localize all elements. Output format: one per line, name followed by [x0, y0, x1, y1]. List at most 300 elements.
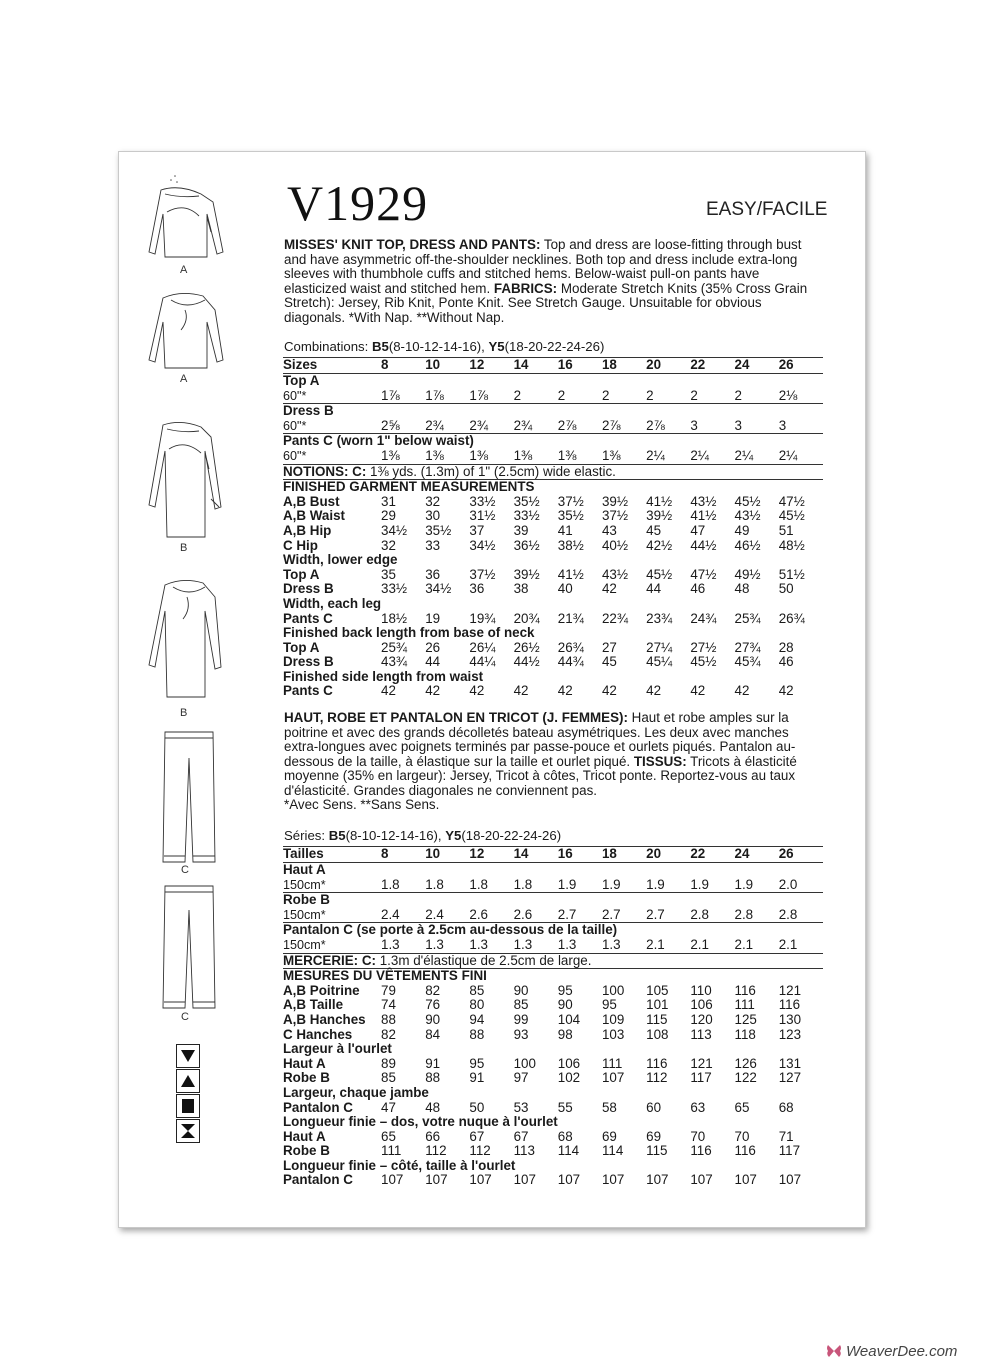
measurement-cell: 113 — [690, 1026, 712, 1042]
measurement-cell: 115 — [646, 1011, 668, 1027]
measurement-cell: 82 — [425, 982, 441, 998]
yardage-cell: 2⅞ — [601, 417, 621, 433]
measurement-cell: 20¾ — [513, 610, 540, 626]
pants-c-back-sketch — [159, 882, 219, 1014]
measurement-cell: 95 — [601, 997, 617, 1013]
measurement-cell: 69 — [601, 1128, 617, 1144]
sketch-label-b1: B — [180, 542, 188, 554]
measurement-row — [283, 539, 823, 554]
sizes-label: Tailles — [283, 847, 381, 863]
top-a-back-sketch — [141, 280, 231, 375]
measurement-subhead: Largeur à l'ourlet — [283, 1041, 392, 1057]
yardage-cell: 1.3 — [513, 936, 533, 952]
yardage-view-label: Haut A — [283, 862, 326, 877]
yardage-view-label: Robe B — [283, 893, 823, 908]
yardage-cell: 1.3 — [425, 936, 444, 952]
yardage-cell: 2.6 — [513, 906, 533, 922]
yardage-view-row — [283, 434, 823, 449]
measurement-cell: 95 — [557, 982, 573, 998]
yardage-view-label: Pantalon C (se porte à 2.5cm au-dessous de la taille) — [283, 923, 823, 938]
description-en — [284, 238, 824, 325]
measurement-cell: 50 — [469, 1099, 485, 1115]
measurement-cell: 69 — [646, 1128, 662, 1144]
yardage-cell: 1.8 — [513, 876, 533, 892]
measurement-cell: 26¾ — [557, 639, 584, 655]
measurement-cell: 53 — [513, 1099, 529, 1115]
technical-drawings — [119, 152, 279, 1227]
measurement-cell: 45¼ — [646, 654, 673, 670]
measurement-cell: 98 — [557, 1026, 573, 1042]
measurement-subhead-row — [283, 1042, 823, 1057]
measurement-cell: 112 — [425, 1143, 447, 1159]
combinations-label: Combinations: — [284, 339, 372, 354]
measurement-cell: 102 — [557, 1070, 581, 1086]
measurement-cell: 114 — [557, 1143, 580, 1159]
measurement-cell: 33½ — [513, 508, 540, 524]
measurement-cell: 101 — [646, 997, 669, 1013]
measurement-row — [283, 998, 823, 1013]
measurement-cell: 42 — [425, 683, 441, 699]
measurement-cell: 116 — [646, 1055, 668, 1071]
series-b5-code: B5 — [328, 828, 346, 843]
measurement-row — [283, 1028, 823, 1043]
measurement-cell: 43½ — [601, 566, 629, 582]
yardage-cell: 2 — [513, 387, 522, 403]
size-header: 12 — [469, 847, 513, 863]
measurement-cell: 31 — [381, 493, 396, 509]
measurement-label: A,B Waist — [283, 508, 345, 524]
measurement-cell: 93 — [513, 1026, 529, 1042]
description-en-text1: Top and dress are loose-fitting through bust and have asymmetric off-the-shoulder necklines. Both top and dress include extra-long sleeves with thumbhole cuffs and stitched hems. Below-waist pull-on pants have elasticized waist and stitched hem. — [284, 237, 802, 296]
yardage-view-row — [283, 863, 823, 878]
measurement-cell: 100 — [601, 982, 625, 998]
measurement-subhead: Width, lower edge — [283, 552, 398, 568]
measurement-subhead: Finished side length from waist — [283, 668, 484, 684]
layout-symbols — [176, 1044, 200, 1144]
measurement-cell: 106 — [557, 1055, 581, 1071]
yardage-cell: 2 — [601, 387, 610, 403]
measurement-cell: 80 — [469, 997, 485, 1013]
measurement-cell: 65 — [381, 1128, 396, 1144]
measurement-cell: 95 — [469, 1055, 485, 1071]
measurement-cell: 126 — [734, 1055, 757, 1071]
butterfly-icon — [826, 1344, 842, 1358]
measurement-cell: 39½ — [513, 566, 540, 582]
measurement-cell: 40 — [557, 581, 573, 597]
measurement-cell: 45¾ — [734, 654, 761, 670]
measurement-cell: 36 — [469, 581, 485, 597]
measurement-cell: 109 — [601, 1011, 625, 1027]
measurement-cell: 60 — [646, 1099, 662, 1115]
measurement-cell: 107 — [601, 1070, 625, 1086]
measurement-row — [283, 1130, 823, 1145]
measurement-cell: 108 — [646, 1026, 669, 1042]
measurement-cell: 42 — [734, 683, 750, 699]
measurement-cell: 45½ — [778, 508, 805, 524]
yardage-cell: 3 — [734, 417, 742, 433]
notions-text: 1.3m d'élastique de 2.5cm de large. — [376, 952, 592, 968]
top-a-front-sketch — [141, 172, 231, 267]
table-fr — [283, 846, 823, 1188]
pattern-number: V1929 — [287, 175, 429, 231]
measurement-cell: 107 — [557, 1172, 581, 1188]
size-header: 14 — [514, 847, 558, 863]
measurement-row — [283, 984, 823, 999]
measurement-cell: 36½ — [513, 537, 540, 553]
measurement-cell: 41 — [557, 522, 573, 538]
measurement-cell: 37½ — [469, 566, 496, 582]
measurement-subhead-row — [283, 1086, 823, 1101]
yardage-cell: 2 — [690, 387, 698, 403]
measurement-cell: 111 — [601, 1055, 623, 1071]
measurement-cell: 89 — [381, 1055, 396, 1071]
measurement-label: A,B Bust — [283, 493, 340, 509]
measurement-cell: 112 — [646, 1070, 668, 1086]
yardage-cell: 2.6 — [469, 906, 489, 922]
measurement-row — [283, 1101, 823, 1116]
sizes-header-row — [283, 847, 823, 863]
measurement-cell: 39½ — [646, 508, 673, 524]
triangle-up-icon — [176, 1069, 200, 1093]
fabric-width: 150cm* — [283, 907, 326, 922]
measurement-cell: 42 — [513, 683, 529, 699]
measurement-cell: 37 — [469, 522, 485, 538]
measurement-cell: 111 — [381, 1143, 402, 1159]
measurement-cell: 111 — [734, 997, 755, 1013]
measurement-cell: 41½ — [690, 508, 717, 524]
measurement-cell: 42 — [601, 581, 617, 597]
yardage-cell: 1.9 — [557, 876, 577, 892]
series-label: Séries: — [284, 828, 329, 843]
yardage-cell: 3 — [778, 417, 787, 433]
measurement-subhead-row — [283, 1159, 823, 1174]
fabric-width: 60"* — [283, 448, 307, 463]
measurement-cell: 94 — [469, 1011, 485, 1027]
sketch-label-b2: B — [180, 707, 188, 719]
measurement-cell: 118 — [734, 1026, 756, 1042]
measurement-cell: 68 — [778, 1099, 794, 1115]
hourglass-icon — [176, 1119, 200, 1143]
measurement-label: Robe B — [283, 1143, 330, 1159]
triangle-down-icon — [176, 1044, 200, 1068]
measurement-cell: 47 — [690, 522, 706, 538]
yardage-cell: 2¾ — [469, 417, 489, 433]
series-b5-sizes: (8-10-12-14-16), — [345, 828, 446, 843]
measurement-cell: 88 — [425, 1070, 441, 1086]
measurement-cell: 116 — [734, 982, 756, 998]
yardage-cell: 1.3 — [601, 936, 621, 952]
measurement-cell: 120 — [690, 1011, 713, 1027]
measurement-label: Pantalon C — [283, 1172, 353, 1188]
size-header: 10 — [425, 847, 469, 863]
measurement-cell: 24¾ — [690, 610, 717, 626]
yardage-cell: 1⅞ — [381, 387, 400, 403]
yardage-cell: 1⅞ — [425, 387, 444, 403]
yardage-values-row — [283, 938, 823, 953]
measurement-subhead: Longueur finie – côté, taille à l'ourlet — [283, 1157, 516, 1173]
yardage-cell: 2.1 — [690, 936, 709, 952]
yardage-cell: 1.8 — [381, 876, 400, 892]
measurement-cell: 107 — [690, 1172, 713, 1188]
measurement-cell: 46 — [778, 654, 794, 670]
measurement-cell: 46 — [690, 581, 706, 597]
yardage-view-row — [283, 404, 823, 419]
measurement-cell: 46½ — [734, 537, 761, 553]
size-header: 20 — [646, 358, 690, 374]
size-header: 12 — [469, 358, 513, 374]
size-header: 18 — [602, 358, 646, 374]
measurement-cell: 117 — [690, 1070, 712, 1086]
measurement-cell: 70 — [690, 1128, 706, 1144]
measurement-cell: 49 — [734, 522, 750, 538]
measurement-label: Top A — [283, 566, 320, 582]
measurement-cell: 37½ — [601, 508, 629, 524]
measurement-label: Top A — [283, 639, 320, 655]
measurement-cell: 43½ — [734, 508, 761, 524]
measurement-label: A,B Poitrine — [283, 982, 360, 998]
measurement-row — [283, 684, 823, 699]
fabric-width: 150cm* — [283, 877, 326, 892]
measurement-cell: 43¾ — [381, 654, 408, 670]
series-y5-sizes: (18-20-22-24-26) — [461, 828, 562, 843]
measurement-cell: 44½ — [690, 537, 717, 553]
yardage-cell: 2⅞ — [557, 417, 577, 433]
yardage-cell: 1.3 — [557, 936, 577, 952]
measurement-cell: 107 — [778, 1172, 802, 1188]
table-en — [283, 357, 823, 699]
measurement-label: Haut A — [283, 1128, 326, 1144]
yardage-cell: 2.7 — [601, 906, 621, 922]
description-fr-text2: Tricots à élasticité moyenne (35% en largeur): Jersey, Tricot à côtes, Tricot ponte. Reportez-vous au taux d'élasticité. Grandes diagonales ne conviennent pas. — [284, 753, 797, 798]
measurement-cell: 70 — [734, 1128, 750, 1144]
measurement-cell: 27 — [601, 639, 617, 655]
size-header: 16 — [558, 358, 602, 374]
measurement-label: A,B Taille — [283, 997, 344, 1013]
yardage-cell: 2.4 — [425, 906, 444, 922]
measurement-cell: 45½ — [646, 566, 673, 582]
measurement-cell: 71 — [778, 1128, 794, 1144]
fabric-width: 60"* — [283, 418, 307, 433]
measurement-cell: 65 — [734, 1099, 750, 1115]
measurement-cell: 34½ — [469, 537, 496, 553]
measurement-cell: 33 — [425, 537, 441, 553]
yardage-cell: 2¼ — [646, 447, 665, 463]
measurement-cell: 35½ — [513, 493, 540, 509]
fabric-width: 60"* — [283, 388, 307, 403]
sketch-label-a1: A — [180, 264, 188, 276]
measurement-label: C Hanches — [283, 1026, 353, 1042]
measurement-cell: 107 — [734, 1172, 757, 1188]
measurement-cell: 27½ — [690, 639, 717, 655]
measurement-cell: 42 — [690, 683, 706, 699]
measurement-row — [283, 509, 823, 524]
description-fr-text1: Haut et robe amples sur la poitrine et avec des grands décolletés bateau asymétriques. Les deux avec manches extra-longues avec poignets terminés par passe-pouce et ourlets piqués. Pantalon au-dessous de la taille, à élastique sur la taille et ourlet piqué. — [284, 710, 796, 769]
measurement-cell: 32 — [381, 537, 396, 553]
notions-row — [283, 953, 823, 969]
size-header: 22 — [690, 847, 734, 863]
measurement-cell: 130 — [778, 1011, 802, 1027]
measurement-cell: 114 — [601, 1143, 624, 1159]
sketch-label-c2: C — [181, 1011, 189, 1023]
yardage-cell: 1⅜ — [381, 447, 400, 463]
measurement-cell: 68 — [557, 1128, 573, 1144]
measurement-cell: 67 — [469, 1128, 485, 1144]
measurement-cell: 85 — [381, 1070, 396, 1086]
yardage-cell: 1⅜ — [557, 447, 577, 463]
size-header: 8 — [381, 847, 425, 863]
measurement-subhead: Longueur finie – dos, votre nuque à l'ourlet — [283, 1114, 558, 1130]
measurement-cell: 55 — [557, 1099, 573, 1115]
yardage-cell: 2¼ — [690, 447, 709, 463]
measurement-row — [283, 1144, 823, 1159]
yardage-cell: 2¼ — [778, 447, 798, 463]
yardage-values-row — [283, 449, 823, 464]
yardage-cell: 2.8 — [690, 906, 709, 922]
measurement-row — [283, 1173, 823, 1188]
size-header: 22 — [690, 358, 734, 374]
tissus-label: TISSUS: — [633, 753, 687, 769]
watermark — [826, 1343, 957, 1360]
size-header: 8 — [381, 358, 425, 374]
measurement-cell: 85 — [469, 982, 485, 998]
measurement-cell: 32 — [425, 493, 441, 509]
fabrics-label: FABRICS: — [493, 280, 558, 296]
measurement-row — [283, 582, 823, 597]
yardage-cell: 2¾ — [425, 417, 444, 433]
measurement-cell: 122 — [734, 1070, 757, 1086]
measurement-cell: 19¾ — [469, 610, 496, 626]
sizes-header-row — [283, 358, 823, 374]
description-en-heading: MISSES' KNIT TOP, DRESS AND PANTS: — [284, 237, 541, 252]
measurement-cell: 35½ — [557, 508, 584, 524]
measurement-cell: 42 — [469, 683, 485, 699]
measurement-row — [283, 1071, 823, 1086]
measurement-cell: 47½ — [690, 566, 717, 582]
measurement-label: Pants C — [283, 683, 333, 699]
measurement-cell: 48 — [425, 1099, 441, 1115]
measurement-cell: 43 — [601, 522, 617, 538]
yardage-cell: 2 — [557, 387, 566, 403]
measurement-cell: 26¼ — [469, 639, 496, 655]
measurement-row — [283, 612, 823, 627]
yardage-view-row — [283, 374, 823, 389]
measurement-row — [283, 495, 823, 510]
combo-b5-sizes: (8-10-12-14-16), — [388, 339, 489, 354]
measurement-cell: 45 — [601, 654, 617, 670]
notions-text: 1⅜ yds. (1.3m) of 1" (2.5cm) wide elastic. — [366, 463, 616, 479]
measurement-cell: 127 — [778, 1070, 802, 1086]
finished-heading-row — [283, 480, 823, 495]
measurement-cell: 18½ — [381, 610, 408, 626]
measurement-cell: 28 — [778, 639, 794, 655]
measurement-cell: 113 — [513, 1143, 535, 1159]
yardage-cell: 2.1 — [734, 936, 754, 952]
measurement-cell: 105 — [646, 982, 669, 998]
measurement-cell: 107 — [646, 1172, 669, 1188]
measurement-label: A,B Hip — [283, 522, 332, 538]
measurement-cell: 51½ — [778, 566, 805, 582]
measurement-cell: 44¾ — [557, 654, 584, 670]
measurement-row — [283, 524, 823, 539]
measurement-label: C Hip — [283, 537, 318, 553]
yardage-cell: 2 — [646, 387, 654, 403]
yardage-cell: 1⅜ — [469, 447, 489, 463]
measurement-cell: 90 — [557, 997, 573, 1013]
yardage-cell: 1.3 — [469, 936, 489, 952]
combo-y5-code: Y5 — [488, 339, 505, 354]
measurement-cell: 88 — [381, 1011, 396, 1027]
notions-label: MERCERIE: C: — [283, 952, 376, 968]
description-fr — [284, 711, 824, 813]
measurement-cell: 40½ — [601, 537, 629, 553]
yardage-cell: 2¾ — [513, 417, 533, 433]
measurement-subhead: Largeur, chaque jambe — [283, 1084, 429, 1100]
pants-c-front-sketch — [159, 728, 219, 868]
measurement-cell: 44½ — [513, 654, 540, 670]
dress-b-front-sketch — [141, 407, 231, 542]
measurement-cell: 107 — [425, 1172, 448, 1188]
measurement-cell: 121 — [778, 982, 802, 998]
measurement-cell: 36 — [425, 566, 441, 582]
notions-label: NOTIONS: C: — [283, 463, 367, 479]
measurement-cell: 41½ — [646, 493, 673, 509]
measurement-cell: 90 — [425, 1011, 441, 1027]
measurement-cell: 91 — [469, 1070, 485, 1086]
combo-y5-sizes: (18-20-22-24-26) — [504, 339, 605, 354]
measurement-cell: 39 — [513, 522, 529, 538]
yardage-view-label: Pants C (worn 1" below waist) — [283, 434, 823, 449]
measurement-cell: 107 — [513, 1172, 536, 1188]
measurement-label: Robe B — [283, 1070, 330, 1086]
measurement-cell: 116 — [734, 1143, 756, 1159]
watermark-text: WeaverDee.com — [846, 1343, 958, 1360]
measurement-cell: 26¾ — [778, 610, 805, 626]
yardage-values-row — [283, 908, 823, 923]
sketch-label-a2: A — [180, 373, 188, 385]
yardage-cell: 1.9 — [646, 876, 665, 892]
measurement-cell: 131 — [778, 1055, 802, 1071]
measurement-cell: 44 — [425, 654, 441, 670]
measurement-row — [283, 568, 823, 583]
size-header: 20 — [646, 847, 690, 863]
fabric-width: 150cm* — [283, 937, 326, 952]
measurement-cell: 25¾ — [734, 610, 761, 626]
measurement-cell: 47½ — [778, 493, 805, 509]
size-header: 14 — [514, 358, 558, 374]
size-header: 16 — [558, 847, 602, 863]
measurement-cell: 42 — [601, 683, 617, 699]
measurement-cell: 63 — [690, 1099, 706, 1115]
measurement-cell: 67 — [513, 1128, 529, 1144]
measurement-cell: 121 — [690, 1055, 713, 1071]
yardage-cell: 1.8 — [425, 876, 444, 892]
measurement-cell: 51 — [778, 522, 794, 538]
measurement-cell: 50 — [778, 581, 794, 597]
measurement-cell: 33½ — [381, 581, 408, 597]
yardage-cell: 2.8 — [778, 906, 798, 922]
yardage-values-row — [283, 419, 823, 434]
yardage-view-label: Dress B — [283, 404, 823, 419]
measurement-label: A,B Hanches — [283, 1011, 366, 1027]
measurement-subhead-row — [283, 553, 823, 568]
measurement-cell: 103 — [601, 1026, 625, 1042]
combinations-fr — [284, 828, 561, 843]
yardage-cell: 1⅞ — [469, 387, 489, 403]
measurement-cell: 115 — [646, 1143, 668, 1159]
measurement-cell: 106 — [690, 997, 713, 1013]
measurement-cell: 26 — [425, 639, 441, 655]
measurement-subhead-row — [283, 670, 823, 685]
